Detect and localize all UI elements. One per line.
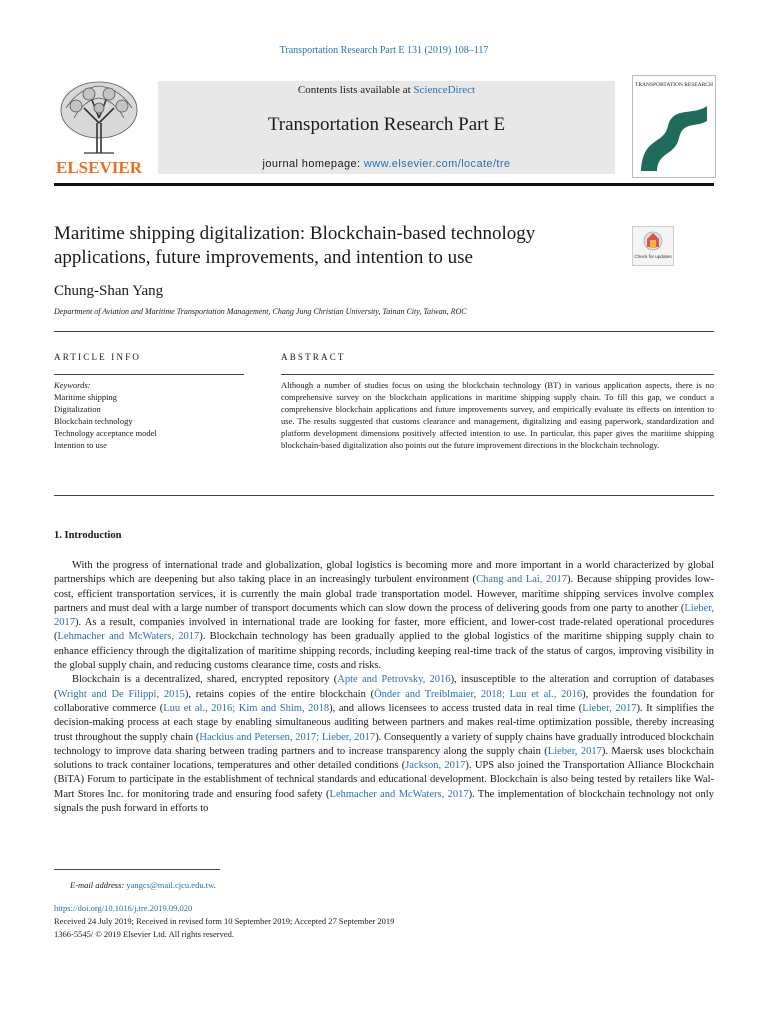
keyword: Blockchain technology xyxy=(54,416,133,426)
sciencedirect-link[interactable]: ScienceDirect xyxy=(413,84,476,96)
journal-name: Transportation Research Part E xyxy=(267,114,506,135)
paragraph-text: ). Consequently a variety of supply chains have gradually introduced blockchain technology to improve data sharing between trading partners and to increase transparency along the supply chain ( xyxy=(54,731,714,757)
paragraph-text: ). It simplifies the decision-making process at each stage by enabling simultaneous auditing between partners and makes real-time optimization possible, thereby increasing trust throughout the supply chain ( xyxy=(54,702,714,743)
elsevier-tree-icon xyxy=(61,82,137,153)
citation-link[interactable]: Apte and Petrovsky, 2016 xyxy=(337,674,451,686)
citation-link[interactable]: Lehmacher and McWaters, 2017 xyxy=(329,788,469,800)
paragraph-text: ). UPS also joined the Transportation Alliance Blockchain (BiTA) Forum to participate in the establishment of technical standards and educational development. Blockchain is also being tested by retailers like Wal-Mart Stores Inc. for monitoring trade and ensuring food safety ( xyxy=(54,760,715,800)
header-divider xyxy=(54,183,714,186)
citation-link[interactable]: Hackius and Petersen, 2017; Lieber, 2017 xyxy=(199,731,376,743)
article-info-heading: ARTICLE INFO xyxy=(54,352,142,362)
check-for-updates-label: Check for updates xyxy=(634,254,672,259)
paragraph-text: With the progress of international trade and globalization, global logistics is becoming more and more important in a world characterized by global partnerships which are deepening but also taking place in an increasingly turbulent environment ( xyxy=(54,560,714,586)
keyword: Digitalization xyxy=(54,404,101,414)
citation-link[interactable]: Luu et al., 2016; Kim and Shim, 2018 xyxy=(163,702,330,714)
journal-homepage-line xyxy=(158,158,615,170)
paragraph-text: ). Maersk uses blockchain solutions to track container locations, temperatures and other detailed conditions ( xyxy=(54,745,714,772)
citation-link[interactable]: Wright and De Filippi, 2015 xyxy=(57,688,185,700)
copyright-line: 1366-5545/ © 2019 Elsevier Ltd. All rights reserved. xyxy=(54,929,234,939)
citation-link[interactable]: Lieber, 2017 xyxy=(547,745,602,757)
citation-link[interactable]: Önder and Treiblmaier, 2018; Luu et al., 2016 xyxy=(374,688,583,700)
article-title: Maritime shipping digitalization: Blockchain-based technology applications, future improvements, and intention to use xyxy=(54,223,536,268)
crossmark-icon xyxy=(644,232,662,250)
introduction-body xyxy=(54,559,714,816)
paragraph-text: ). Because shipping provides low-cost, efficient transportation services, it is currently the main global trade transportation model. However, maritime shipping services involve complex partners and must deal with a large number of transport documents which can slow down the process of delivering goods from one party to another ( xyxy=(54,574,714,614)
check-for-updates-badge[interactable] xyxy=(632,226,674,266)
keywords-block xyxy=(54,379,254,451)
abstract-text: Although a number of studies focus on using the blockchain technology (BT) in various application aspects, there is no comprehensive survey on the blockchain applications in maritime shipping supply chain. To fill this gap, we conduct a comprehensive blockchain applications and future improvements survey, and empirically evaluate its effects on intention to use. The results suggested that customs clearance and management, digitalizing and easing paperwork, standardization and platform development dimensions positively affected intention to use. In particular, this paper gives the maritime shipping blockchain-based digitalization also points out the future improvement directions in the blockchain technology. xyxy=(281,380,714,451)
email-footnote: E-mail address: yangcs@mail.cjcu.edu.tw. xyxy=(70,880,216,890)
paragraph-text: ), provides the foundation for collaborative commerce ( xyxy=(54,688,714,714)
contents-line xyxy=(158,84,615,96)
citation-link[interactable]: Chang and Lai, 2017 xyxy=(476,574,567,586)
section-heading-introduction: 1. Introduction xyxy=(54,530,122,541)
author-name[interactable]: Chung-Shan Yang xyxy=(54,283,164,299)
keyword: Maritime shipping xyxy=(54,392,118,402)
paragraph-text: ), retains copies of the entire blockchain ( xyxy=(184,688,375,700)
cover-title: TRANSPORTATION RESEARCH xyxy=(635,82,713,88)
abstract-rule xyxy=(281,374,714,375)
footnote-rule xyxy=(54,869,220,870)
homepage-prefix: journal homepage: xyxy=(262,158,364,170)
keyword: Technology acceptance model xyxy=(54,428,157,438)
author-email-link[interactable]: yangcs@mail.cjcu.edu.tw xyxy=(126,880,214,890)
journal-cover-image[interactable] xyxy=(632,75,716,178)
paragraph-text: ). The implementation of blockchain technology not only signals the push forward in efforts to xyxy=(54,788,714,815)
paragraph-text: ), and allows licensees to access trusted data in real time ( xyxy=(329,702,583,714)
citation-link[interactable]: Lieber, 2017 xyxy=(582,702,637,714)
abstract-heading: ABSTRACT xyxy=(281,352,346,362)
elsevier-wordmark: ELSEVIER xyxy=(56,158,142,176)
intro-paragraph-2 xyxy=(54,673,714,816)
keywords-label: Keywords: xyxy=(54,380,91,390)
article-info-rule xyxy=(54,374,244,375)
citation-link[interactable]: Lieber, 2017 xyxy=(54,602,714,629)
paragraph-text: ). Blockchain technology has been gradually applied to the global logistics of the maritime shipping supply chain to enhance efficiency through the digitalization of maritime shipping records, including keeping real-time track of the status of cargos, improving visibility in the global supply chain, and reducing customs clearance time, costs and risks. xyxy=(54,631,714,672)
keyword: Intention to use xyxy=(54,440,107,450)
title-divider xyxy=(54,331,714,332)
paragraph-text: ), insusceptible to the alteration and corruption of databases ( xyxy=(54,674,714,700)
elsevier-logo xyxy=(54,78,144,176)
citation-link[interactable]: Lehmacher and McWaters, 2017 xyxy=(57,631,200,643)
intro-paragraph-1 xyxy=(54,559,714,673)
abstract-divider xyxy=(54,495,714,496)
paragraph-text: Blockchain is a decentralized, shared, encrypted repository ( xyxy=(72,674,338,686)
doi-link[interactable]: https://doi.org/10.1016/j.tre.2019.09.020 xyxy=(54,903,193,913)
email-label: E-mail address: xyxy=(70,880,125,890)
journal-citation-link[interactable]: Transportation Research Part E 131 (2019) 108–117 xyxy=(279,45,489,56)
author-affiliation: Department of Aviation and Maritime Transportation Management, Chang Jung Christian University, Tainan City, Taiwan, ROC xyxy=(54,307,467,316)
citation-link[interactable]: Jackson, 2017 xyxy=(405,760,466,772)
paragraph-text: ). As a result, companies involved in international trade are looking for faster, more efficient, and lower-cost trade-related operational procedures ( xyxy=(54,617,714,643)
contents-prefix: Contents lists available at xyxy=(297,84,414,96)
received-dates: Received 24 July 2019; Received in revised form 10 September 2019; Accepted 27 September 2019 xyxy=(54,916,395,926)
journal-homepage-link[interactable]: www.elsevier.com/locate/tre xyxy=(363,158,511,170)
